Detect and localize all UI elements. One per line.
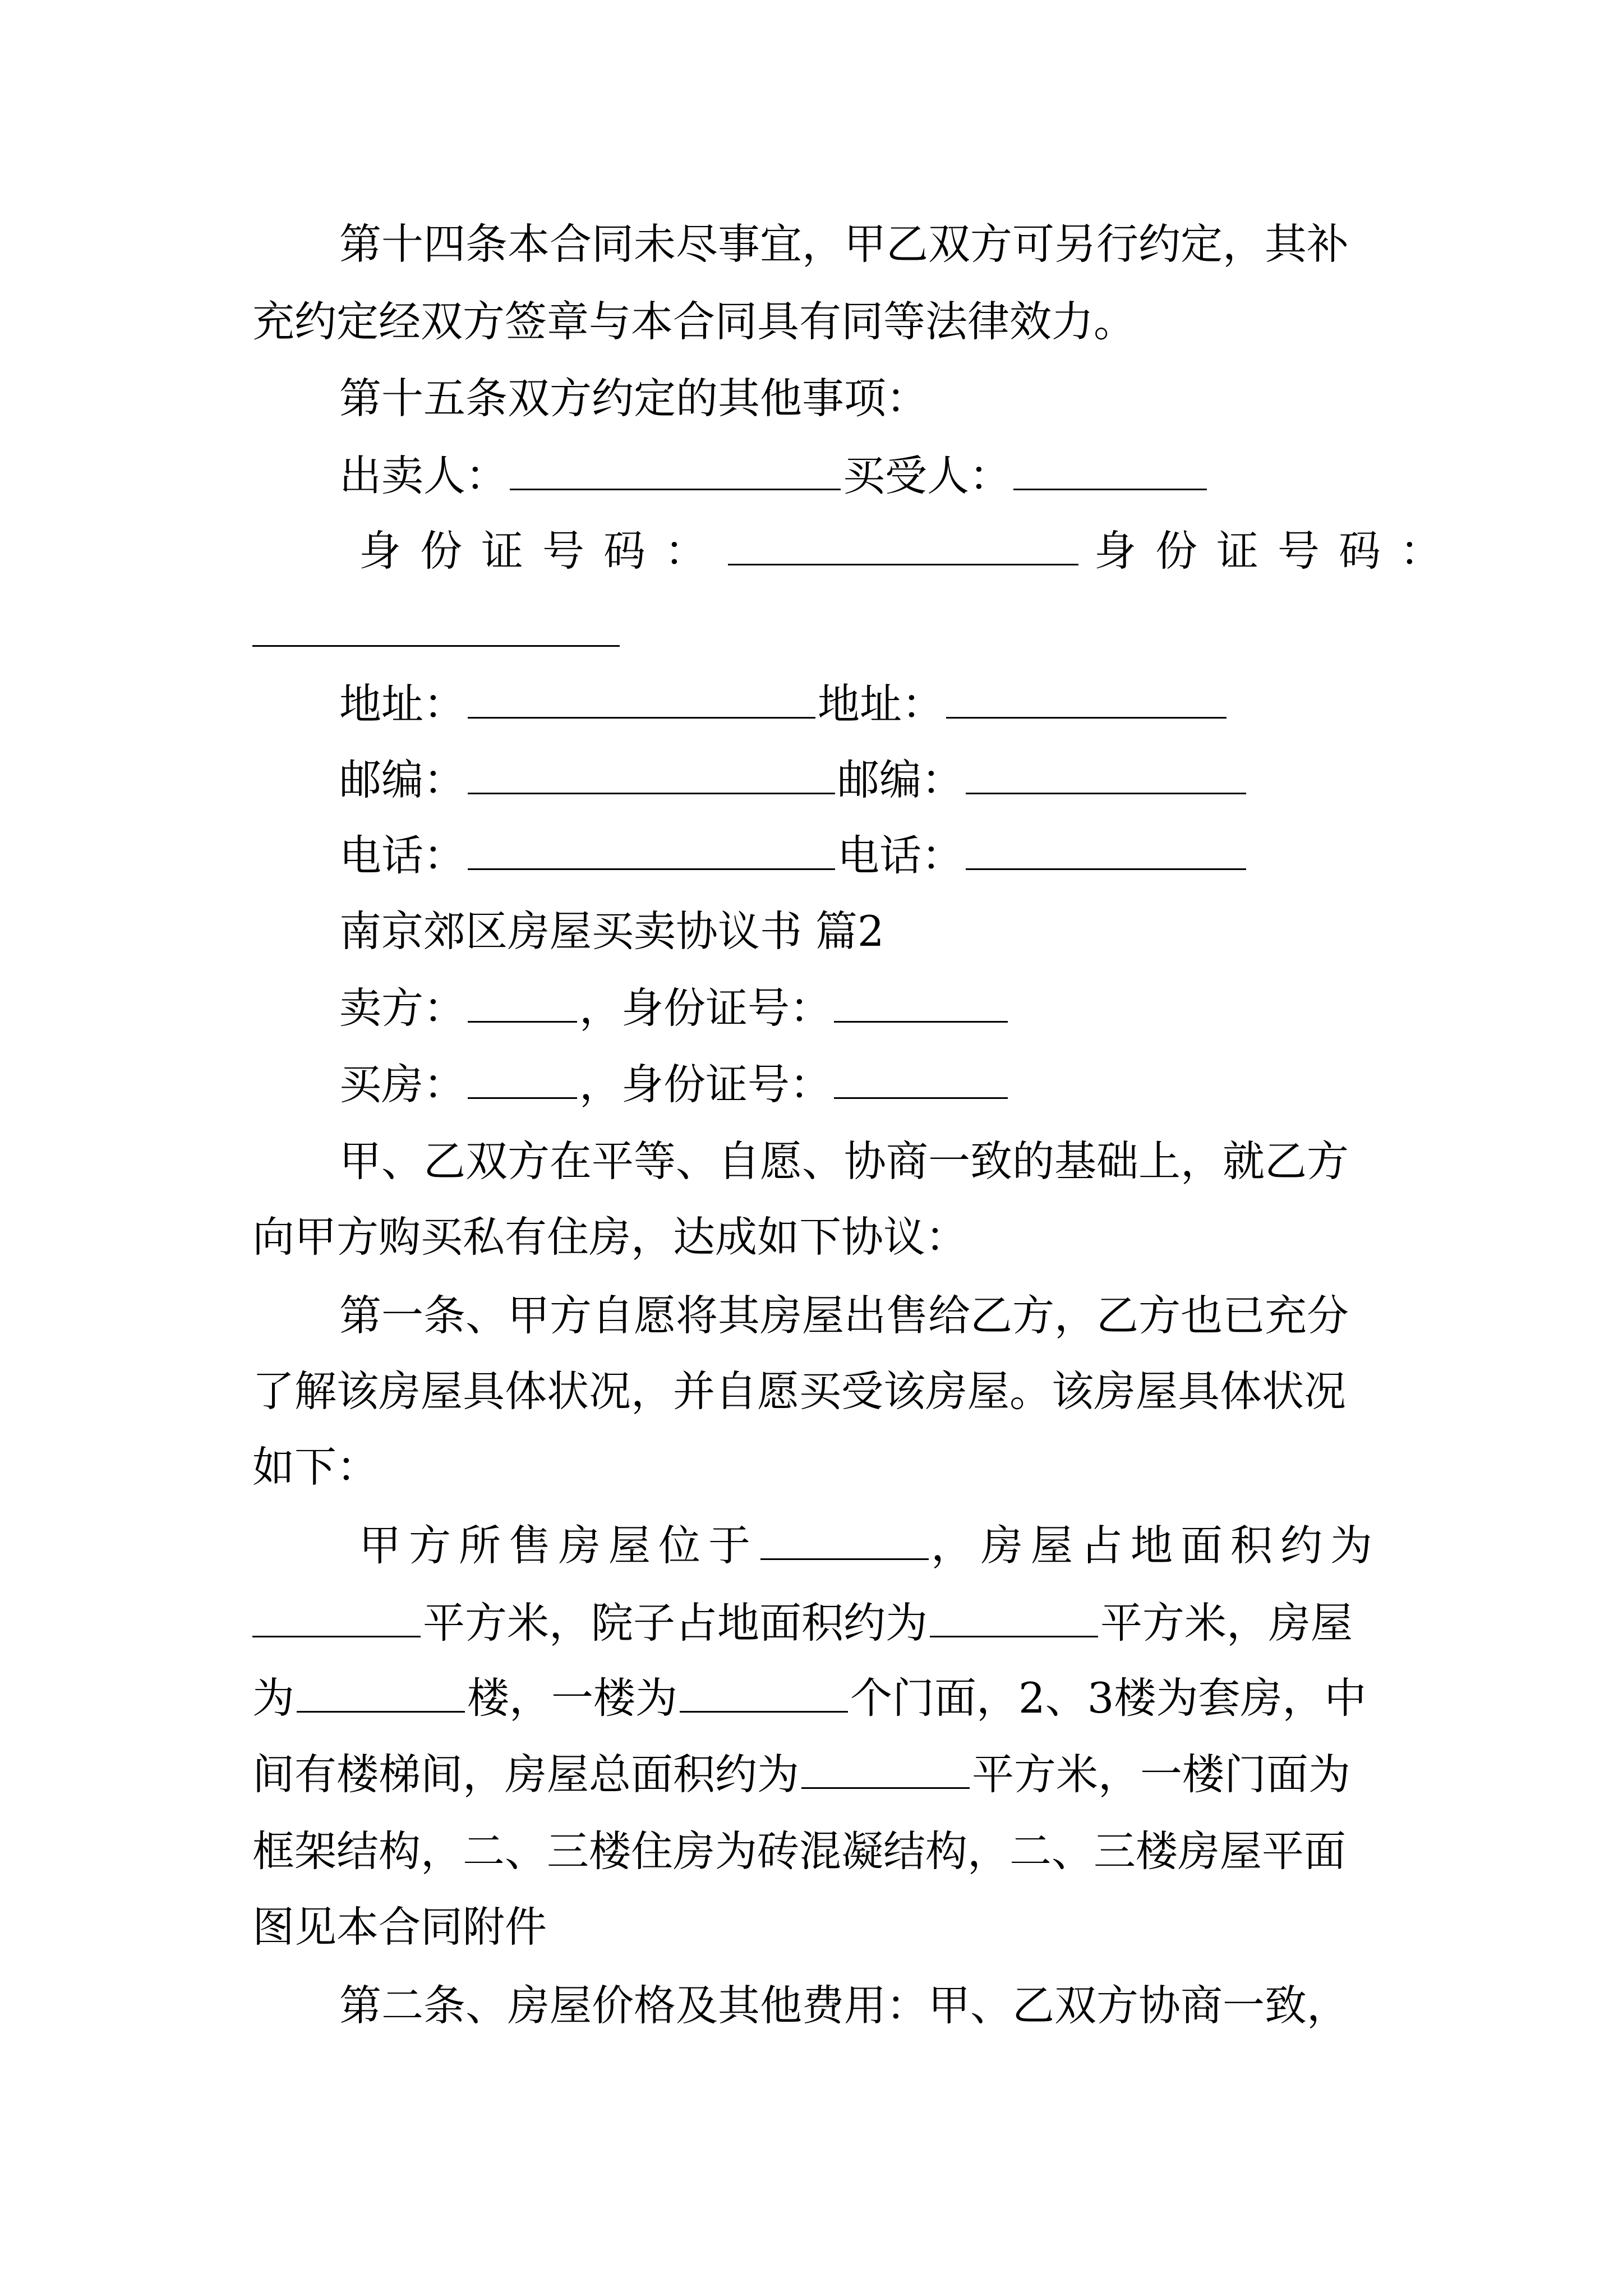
- article-14-line-1: 第十四条本合同未尽事宜，甲乙双方可另行约定，其补: [339, 219, 1349, 269]
- buyer-name-blank: [468, 1064, 577, 1099]
- seller-blank: [510, 455, 841, 490]
- buyer-postcode-label: 邮编：: [837, 755, 964, 804]
- total-area-label: 间有楼梯间，房屋总面积约为: [252, 1750, 800, 1799]
- yard-area-label: 平方米，院子占地面积约为: [423, 1598, 928, 1648]
- preamble-line-1: 甲、乙双方在平等、自愿、协商一致的基础上，就乙方: [339, 1137, 1349, 1186]
- phone-line: [339, 825, 1248, 886]
- floors-blank: [297, 1677, 465, 1713]
- buyer-id-label: 身份证号码：: [1094, 526, 1461, 576]
- buyer-party-id-label: ，身份证号：: [579, 1060, 832, 1109]
- suites-label: 个门面，2、3楼为套房，中: [850, 1673, 1367, 1723]
- seller-postcode-label: 邮编：: [339, 755, 466, 804]
- seller-address-label: 地址：: [339, 679, 466, 729]
- house-location-line: [359, 1515, 1380, 1576]
- seller-address-blank: [468, 683, 815, 719]
- buyer-party-line: [339, 1053, 1010, 1115]
- buyer-phone-label: 电话：: [837, 831, 964, 880]
- seller-party-id-label: ，身份证号：: [579, 983, 832, 1033]
- total-area-line: [252, 1743, 1350, 1805]
- seller-name-blank: [468, 987, 577, 1023]
- area-line: [252, 1592, 1353, 1654]
- floors-label: 为: [252, 1673, 295, 1723]
- seller-party-id-blank: [834, 987, 1008, 1023]
- land-area-blank: [252, 1602, 421, 1637]
- yard-area-blank: [930, 1602, 1098, 1637]
- article-1-line-3: 如下：: [252, 1442, 379, 1492]
- buyer-postcode-blank: [966, 759, 1246, 794]
- seller-phone-label: 电话：: [339, 831, 466, 880]
- seller-party-line: [339, 977, 1010, 1039]
- floors-line: [252, 1667, 1366, 1729]
- storefront-blank: [680, 1677, 848, 1713]
- article-15-heading: 第十五条双方约定的其他事项：: [339, 374, 929, 423]
- buyer-address-label: 地址：: [818, 679, 944, 729]
- attachment-line: 图见本合同附件: [252, 1902, 547, 1952]
- storefront-label: 楼，一楼为: [467, 1673, 678, 1723]
- article-2-line-1: 第二条、房屋价格及其他费用：甲、乙双方协商一致，: [339, 1981, 1349, 2030]
- buyer-blank: [1013, 455, 1207, 490]
- article-1-line-1: 第一条、甲方自愿将其房屋出售给乙方，乙方也已充分: [339, 1291, 1349, 1340]
- buyer-party-id-blank: [834, 1064, 1008, 1099]
- seller-phone-blank: [468, 835, 835, 870]
- article-14-line-2: 充约定经双方签章与本合同具有同等法律效力。: [252, 297, 1136, 346]
- address-line: [339, 673, 1229, 735]
- preamble-line-2: 向甲方购买私有住房，达成如下协议：: [252, 1212, 968, 1262]
- buyer-party-label: 买房：: [339, 1060, 466, 1109]
- seller-party-label: 卖方：: [339, 983, 466, 1033]
- seller-buyer-line: [339, 445, 1209, 507]
- seller-id-label: 身份证号码：: [359, 526, 726, 576]
- article-1-line-2: 了解该房屋具体状况，并自愿买受该房屋。该房屋具体状况: [252, 1366, 1347, 1416]
- buyer-id-blank: [252, 645, 620, 647]
- buyer-address-blank: [946, 683, 1227, 719]
- land-area-label: ，房屋占地面积约为: [931, 1521, 1381, 1570]
- agreement-title: 南京郊区房屋买卖协议书 篇2: [339, 907, 884, 956]
- buyer-phone-blank: [966, 835, 1246, 870]
- house-location-label: 甲方所售房屋位于: [359, 1521, 759, 1570]
- structure-label: 平方米，一楼门面为: [972, 1750, 1351, 1799]
- total-area-blank: [801, 1754, 970, 1789]
- seller-id-blank: [728, 530, 1078, 565]
- buyer-label: 买受人：: [843, 451, 1012, 500]
- id-number-line: [359, 520, 1461, 582]
- house-location-blank: [760, 1525, 929, 1560]
- structure-line: 框架结构，二、三楼住房为砖混凝结构，二、三楼房屋平面: [252, 1826, 1347, 1876]
- seller-label: 出卖人：: [339, 451, 508, 500]
- seller-postcode-blank: [468, 759, 835, 794]
- postcode-line: [339, 749, 1248, 811]
- house-label: 平方米，房屋: [1100, 1598, 1353, 1648]
